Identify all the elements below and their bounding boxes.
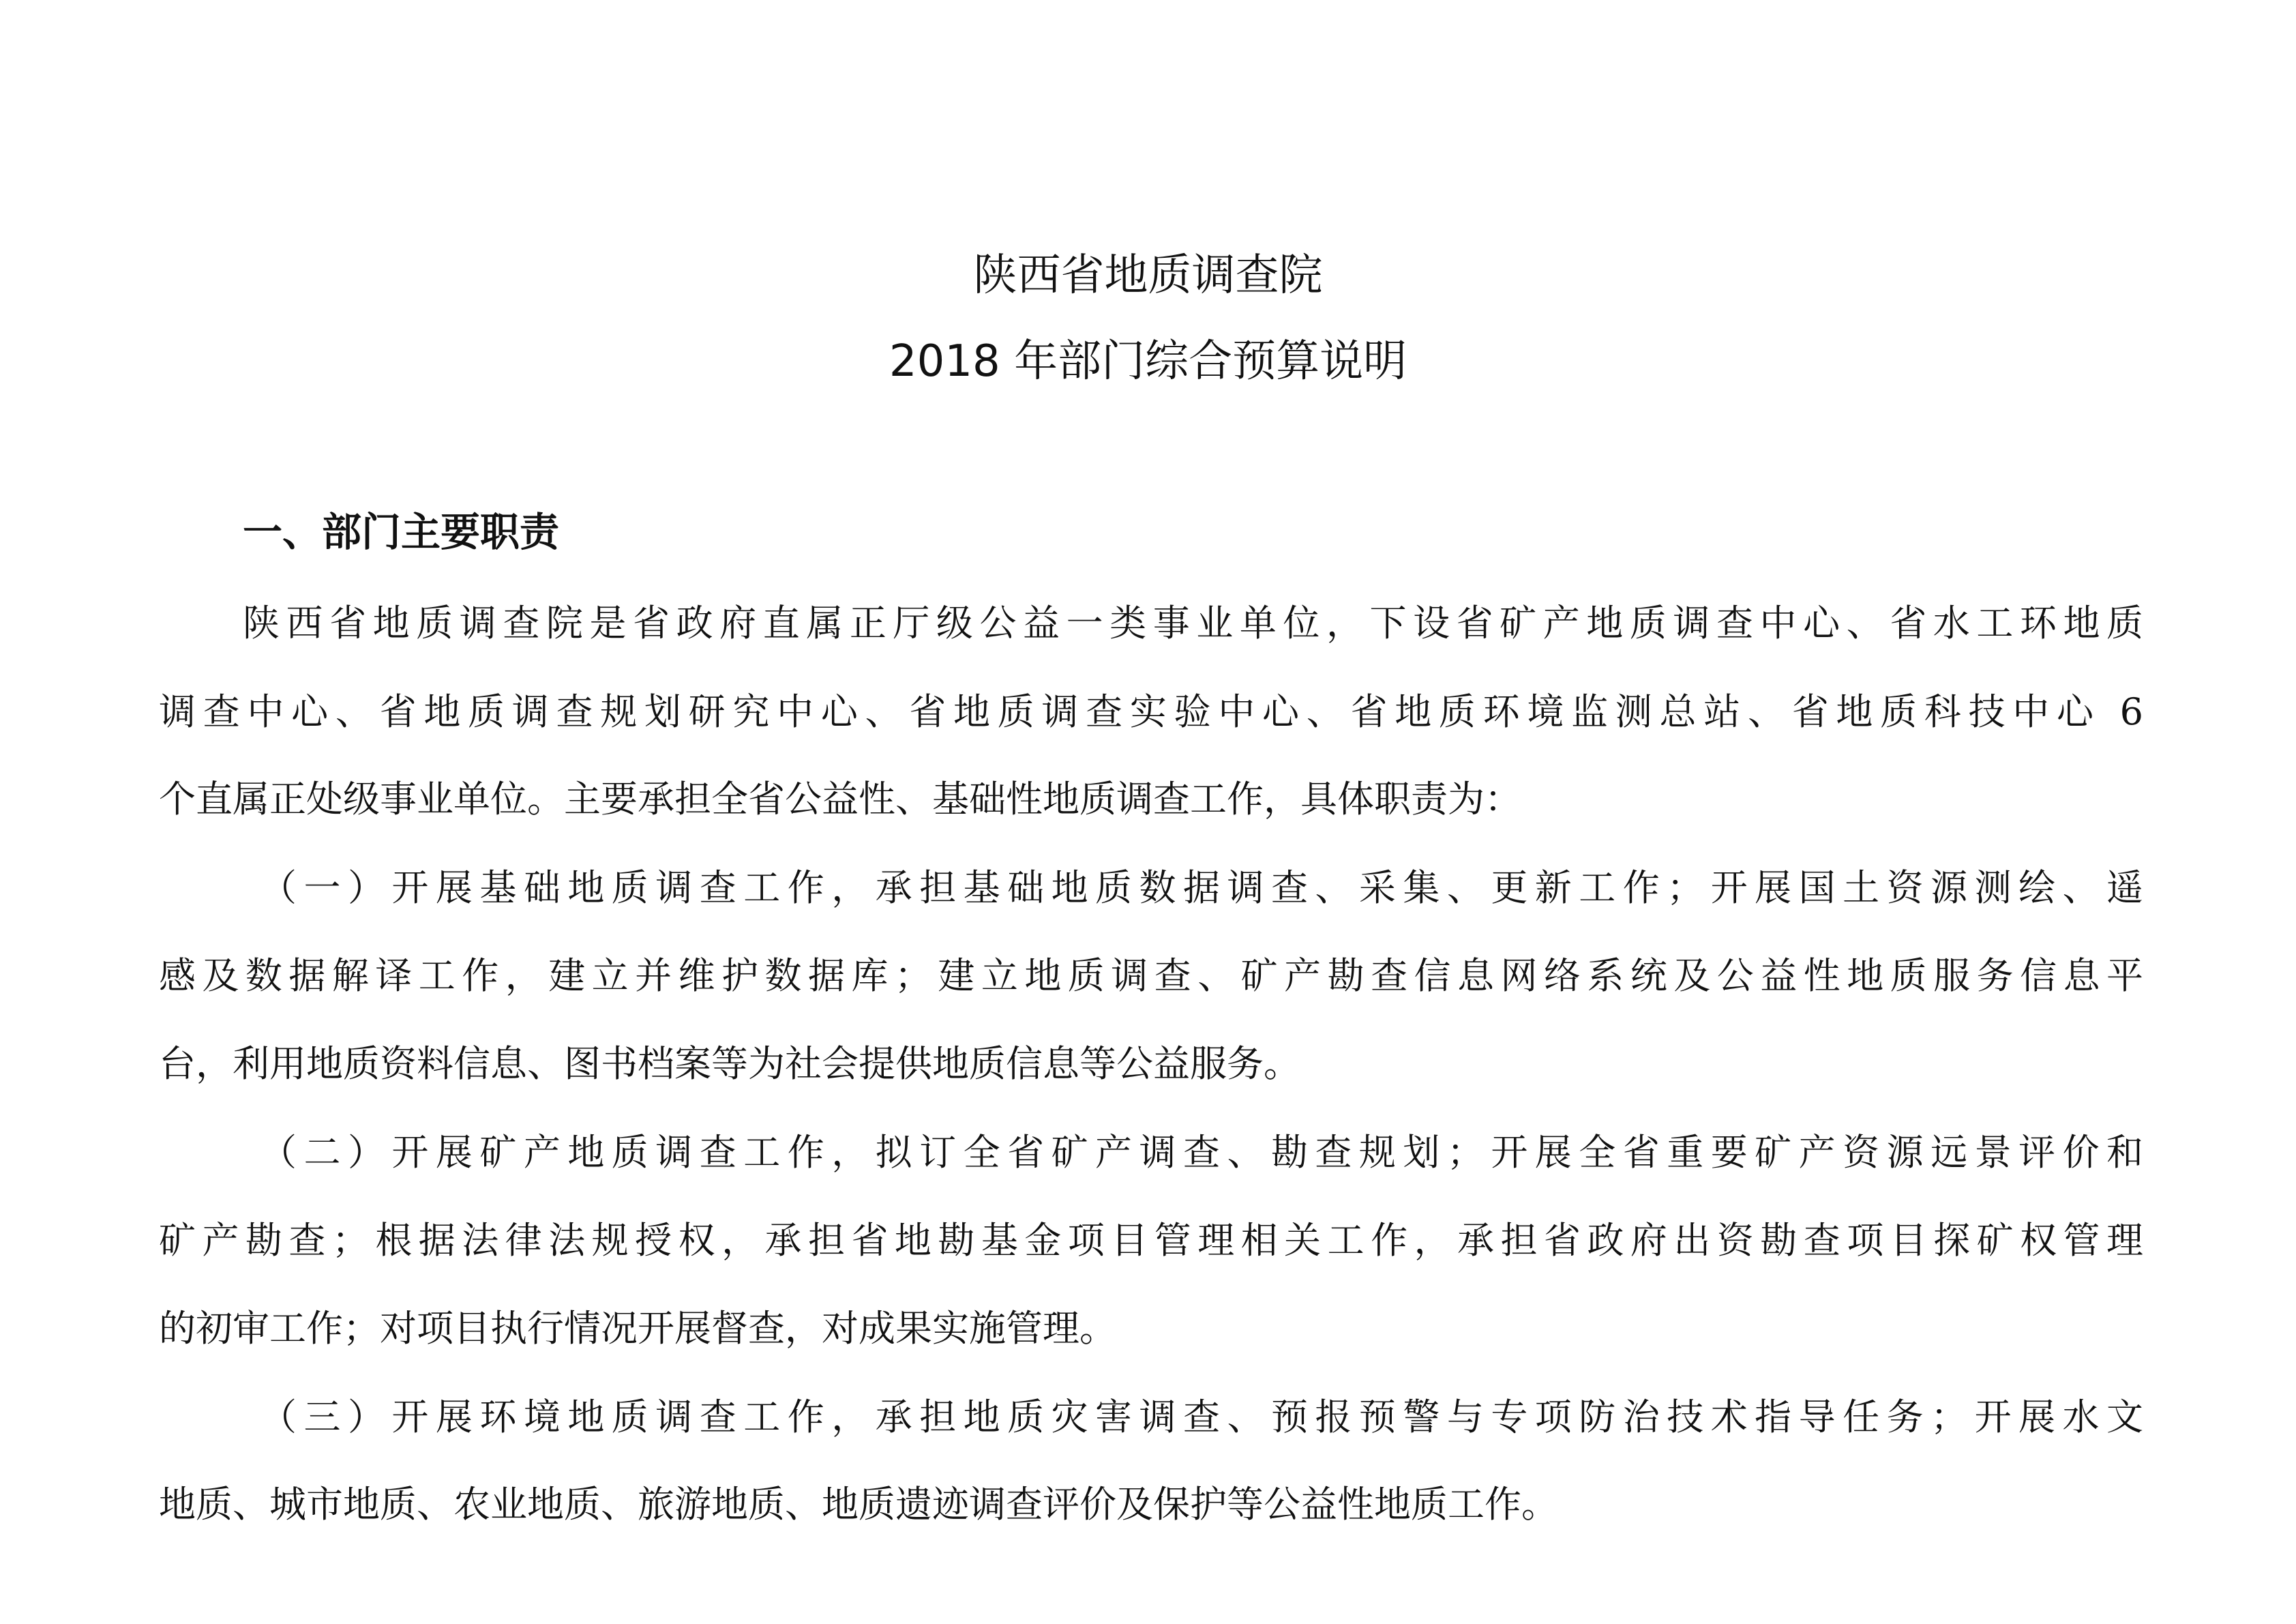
paragraph-line: 个直属正处级事业单位。主要承担全省公益性、基础性地质调查工作，具体职责为： (159, 778, 1521, 821)
paragraph-line: 调查中心、省地质调查规划研究中心、省地质调查实验中心、省地质环境监测总站、省地质科技中心 6 (159, 690, 2143, 733)
paragraph-line: （三）开展环境地质调查工作，承担地质灾害调查、预报预警与专项防治技术指导任务；开展水文 (260, 1396, 2143, 1438)
document-title-org: 陕西省地质调查院 (973, 250, 1323, 301)
paragraph-line: 地质、城市地质、农业地质、旅游地质、地质遗迹调查评价及保护等公益性地质工作。 (159, 1483, 1558, 1526)
paragraph-line: （二）开展矿产地质调查工作，拟订全省矿产调查、勘查规划；开展全省重要矿产资源远景评价和 (260, 1131, 2143, 1174)
paragraph-line: 的初审工作；对项目执行情况开展督查，对成果实施管理。 (159, 1307, 1116, 1350)
paragraph-line: 陕西省地质调查院是省政府直属正厅级公益一类事业单位，下设省矿产地质调查中心、省水工环地质 (243, 602, 2143, 645)
paragraph-line: （一）开展基础地质调查工作，承担基础地质数据调查、采集、更新工作；开展国土资源测绘、遥 (260, 866, 2143, 909)
paragraph-line: 矿产勘查；根据法律法规授权，承担省地勘基金项目管理相关工作，承担省政府出资勘查项目探矿权管理 (159, 1219, 2143, 1262)
section-heading: 一、部门主要职责 (243, 509, 560, 555)
document-title-main: 2018 年部门综合预算说明 (889, 336, 1407, 387)
paragraph-line: 台，利用地质资料信息、图书档案等为社会提供地质信息等公益服务。 (159, 1042, 1300, 1085)
paragraph-line: 感及数据解译工作，建立并维护数据库；建立地质调查、矿产勘查信息网络系统及公益性地质服务信息平 (159, 954, 2143, 997)
